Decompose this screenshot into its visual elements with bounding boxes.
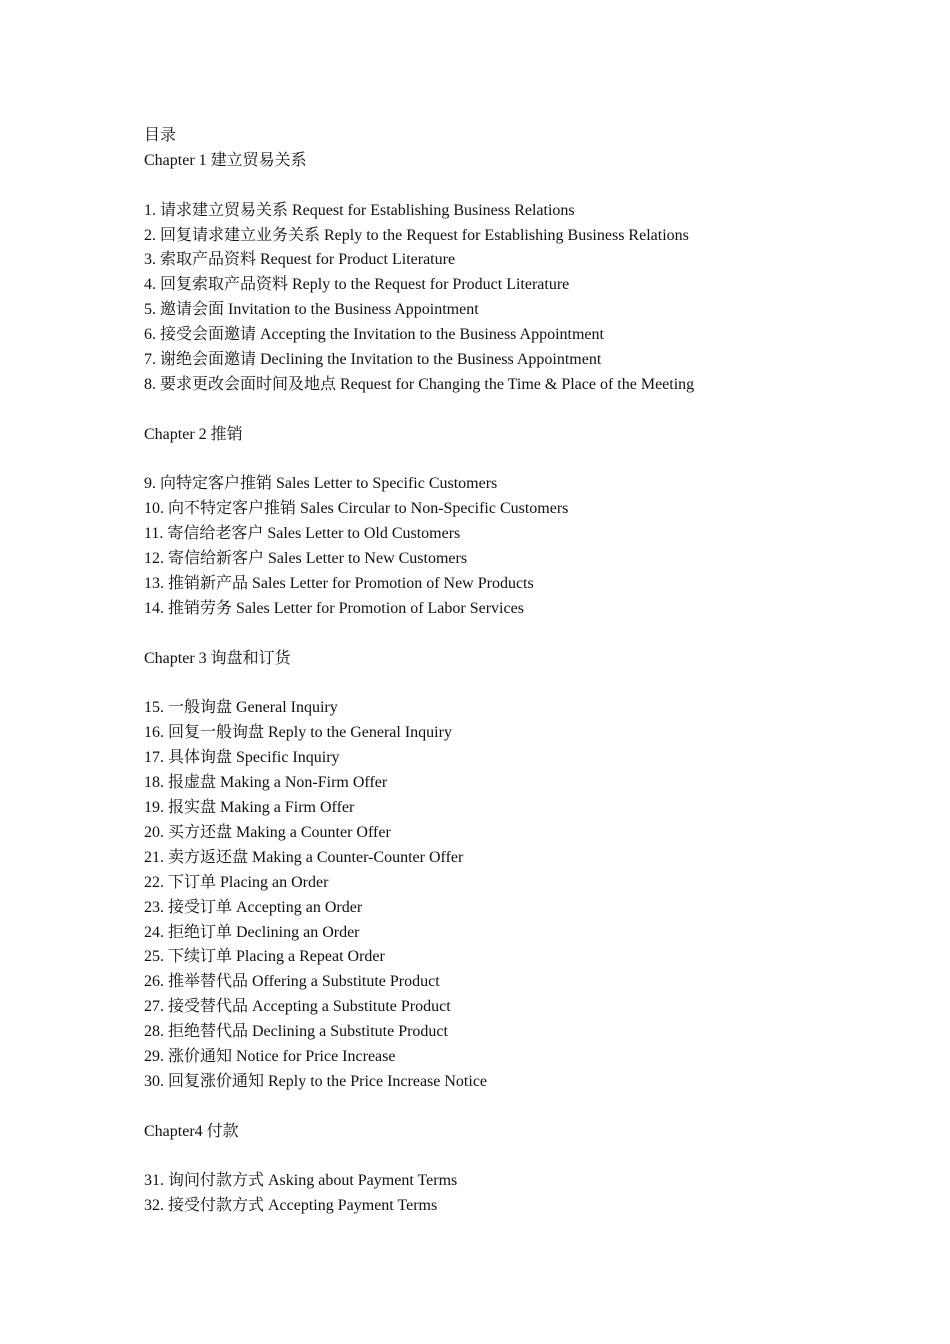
spacer bbox=[144, 174, 924, 199]
toc-title: 目录 bbox=[144, 127, 177, 144]
toc-item: 21. 卖方返还盘 Making a Counter-Counter Offer bbox=[144, 848, 464, 866]
toc-item: 4. 回复索取产品资料 Reply to the Request for Product Literature bbox=[144, 276, 570, 294]
toc-item: 9. 向特定客户推销 Sales Letter to Specific Customers bbox=[144, 475, 498, 493]
spacer bbox=[144, 1145, 924, 1170]
chapter-heading: Chapter 2 推销 bbox=[144, 425, 243, 443]
toc-item: 14. 推销劳务 Sales Letter for Promotion of Labor Services bbox=[144, 599, 524, 617]
toc-item: 11. 寄信给老客户 Sales Letter to Old Customers bbox=[144, 525, 461, 543]
toc-item: 22. 下订单 Placing an Order bbox=[144, 873, 329, 891]
toc-item: 15. 一般询盘 General Inquiry bbox=[144, 699, 338, 717]
toc-item: 27. 接受替代品 Accepting a Substitute Product bbox=[144, 998, 451, 1016]
chapter-heading: Chapter 1 建立贸易关系 bbox=[144, 151, 307, 169]
toc-item: 6. 接受会面邀请 Accepting the Invitation to the Business Appointment bbox=[144, 326, 604, 344]
toc-item: 16. 回复一般询盘 Reply to the General Inquiry bbox=[144, 724, 452, 742]
toc-item: 25. 下续订单 Placing a Repeat Order bbox=[144, 948, 385, 966]
chapter-heading: Chapter4 付款 bbox=[144, 1122, 239, 1140]
toc-item: 32. 接受付款方式 Accepting Payment Terms bbox=[144, 1197, 438, 1215]
spacer bbox=[144, 448, 924, 473]
toc-item: 30. 回复涨价通知 Reply to the Price Increase Notice bbox=[144, 1072, 488, 1090]
document-page bbox=[144, 124, 924, 1219]
toc-item: 24. 拒绝订单 Declining an Order bbox=[144, 923, 360, 941]
toc-item: 23. 接受订单 Accepting an Order bbox=[144, 898, 363, 916]
spacer bbox=[144, 398, 924, 423]
toc-item: 10. 向不特定客户推销 Sales Circular to Non-Specific Customers bbox=[144, 500, 569, 518]
toc-item: 20. 买方还盘 Making a Counter Offer bbox=[144, 823, 391, 841]
toc-item: 5. 邀请会面 Invitation to the Business Appointment bbox=[144, 301, 479, 319]
toc-item: 1. 请求建立贸易关系 Request for Establishing Business Relations bbox=[144, 201, 575, 219]
toc-item: 12. 寄信给新客户 Sales Letter to New Customers bbox=[144, 550, 468, 568]
toc-item: 3. 索取产品资料 Request for Product Literature bbox=[144, 251, 456, 269]
toc-item: 8. 要求更改会面时间及地点 Request for Changing the Time & Place of the Meeting bbox=[144, 375, 695, 393]
toc-item: 19. 报实盘 Making a Firm Offer bbox=[144, 799, 355, 817]
toc-item: 18. 报虚盘 Making a Non-Firm Offer bbox=[144, 774, 388, 792]
toc-item: 7. 谢绝会面邀请 Declining the Invitation to the Business Appointment bbox=[144, 351, 602, 369]
toc-item: 26. 推举替代品 Offering a Substitute Product bbox=[144, 973, 440, 991]
spacer bbox=[144, 672, 924, 697]
toc-item: 31. 询问付款方式 Asking about Payment Terms bbox=[144, 1172, 458, 1190]
spacer bbox=[144, 622, 924, 647]
spacer bbox=[144, 1095, 924, 1120]
toc-item: 28. 拒绝替代品 Declining a Substitute Product bbox=[144, 1023, 448, 1041]
toc-item: 2. 回复请求建立业务关系 Reply to the Request for Establishing Business Relations bbox=[144, 226, 689, 244]
toc-item: 17. 具体询盘 Specific Inquiry bbox=[144, 749, 340, 767]
chapter-heading: Chapter 3 询盘和订货 bbox=[144, 649, 291, 667]
toc-item: 13. 推销新产品 Sales Letter for Promotion of New Products bbox=[144, 575, 534, 593]
toc-item: 29. 涨价通知 Notice for Price Increase bbox=[144, 1047, 396, 1065]
